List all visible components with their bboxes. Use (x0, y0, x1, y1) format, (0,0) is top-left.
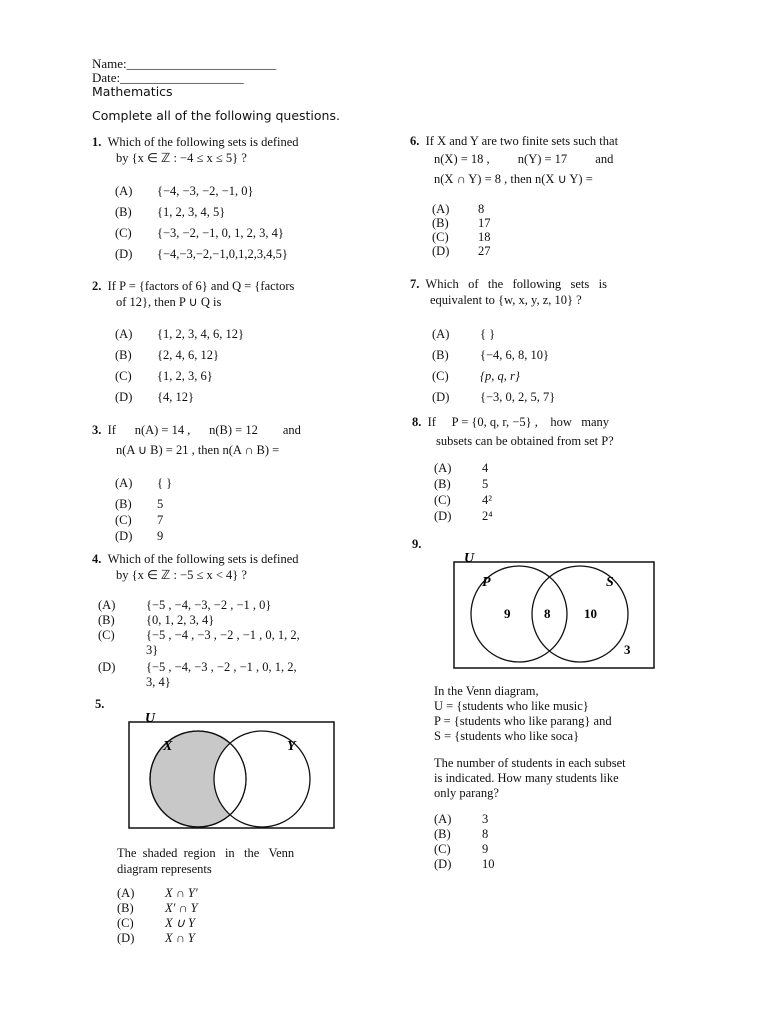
question-9 (434, 684, 674, 801)
venn-diagram-q9 (448, 548, 660, 672)
option-label: (B) (115, 497, 132, 511)
options-q3 (115, 476, 172, 544)
question-4 (92, 551, 382, 583)
option-row[interactable] (98, 598, 300, 613)
question-text: is indicated. How many students like (434, 771, 619, 785)
options-q9 (434, 812, 495, 872)
question-number: 5. (95, 697, 105, 711)
options-q7 (432, 327, 555, 405)
question-number: 7. (410, 277, 420, 291)
option-row[interactable] (115, 529, 172, 544)
option-text: {−4,−3,−2,−1,0,1,2,3,4,5} (157, 247, 288, 261)
option-row[interactable] (115, 184, 288, 199)
option-text: X ∪ Y (165, 916, 195, 930)
option-label: (D) (432, 244, 450, 258)
option-row[interactable] (115, 497, 172, 512)
option-label: (B) (434, 827, 451, 841)
options-q4 (98, 598, 300, 690)
option-label: (B) (115, 205, 132, 219)
option-text: 4 (482, 461, 489, 475)
option-label: (A) (432, 327, 450, 341)
option-label: (C) (115, 513, 132, 527)
question-number: 9. (412, 537, 422, 551)
option-text: {−4, 6, 8, 10} (480, 348, 550, 362)
option-row[interactable] (434, 857, 495, 872)
option-text: {1, 2, 3, 4, 5} (157, 205, 226, 219)
question-number: 1. (92, 135, 102, 149)
option-row[interactable] (117, 901, 198, 916)
question-text: If P = {0, q, r, −5} , how many (427, 415, 609, 429)
option-row[interactable] (434, 477, 493, 492)
option-label: (A) (115, 184, 133, 198)
option-text: 3, 4} (146, 675, 171, 689)
option-row[interactable] (432, 369, 555, 384)
options-q6 (432, 202, 491, 258)
option-row[interactable] (115, 476, 172, 491)
question-text: If n(A) = 14 , n(B) = 12 and (107, 423, 301, 437)
options-q8 (434, 461, 493, 524)
option-text: 2⁴ (482, 509, 493, 523)
option-row[interactable] (434, 461, 493, 476)
option-row-continued (98, 643, 300, 658)
region-p-only: 9 (504, 606, 511, 621)
question-text: by {x ∈ ℤ : −4 ≤ x ≤ 5} ? (116, 151, 247, 165)
options-q1 (115, 184, 288, 262)
region-s-only: 10 (584, 606, 597, 621)
option-label: (C) (98, 628, 115, 642)
question-text: In the Venn diagram, (434, 684, 539, 698)
option-row[interactable] (432, 244, 491, 258)
option-row[interactable] (115, 348, 244, 363)
option-row[interactable] (98, 613, 300, 628)
option-label: (B) (434, 477, 451, 491)
question-number: 6. (410, 134, 420, 148)
option-label: (C) (434, 493, 451, 507)
option-row[interactable] (115, 513, 172, 528)
option-text: {−3, 0, 2, 5, 7} (480, 390, 556, 404)
option-label: (A) (434, 461, 452, 475)
option-label: (A) (117, 886, 135, 900)
option-text: X ∩ Y (165, 931, 195, 945)
option-text: { } (157, 476, 173, 490)
option-label: (C) (115, 226, 132, 240)
option-row[interactable] (115, 247, 288, 262)
option-text: {−3, −2, −1, 0, 1, 2, 3, 4} (157, 226, 284, 240)
option-row[interactable] (434, 493, 493, 508)
option-label: (C) (117, 916, 134, 930)
question-number: 4. (92, 552, 102, 566)
option-text: X ∩ Y′ (165, 886, 198, 900)
option-row[interactable] (434, 509, 493, 524)
option-text: {p, q, r} (480, 369, 520, 383)
options-q2 (115, 327, 244, 405)
option-row[interactable] (432, 202, 491, 216)
option-text: 9 (157, 529, 164, 543)
option-label: (A) (115, 327, 133, 341)
option-label: (A) (434, 812, 452, 826)
option-text: {2, 4, 6, 12} (157, 348, 219, 362)
date-line: Date:___________________ (92, 70, 244, 85)
option-row[interactable] (434, 812, 495, 827)
option-label: (B) (115, 348, 132, 362)
name-line: Name:_______________________ (92, 56, 277, 71)
question-text: diagram represents (117, 862, 212, 876)
option-label: (D) (98, 660, 116, 674)
question-text: The number of students in each subset (434, 756, 626, 770)
option-text: 4² (482, 493, 492, 507)
question-8 (412, 414, 667, 449)
option-text: X′ ∩ Y (165, 901, 198, 915)
option-row[interactable] (117, 931, 198, 946)
option-text: 17 (478, 216, 491, 230)
option-label: (D) (115, 529, 133, 543)
question-3 (92, 422, 382, 458)
question-5 (117, 845, 332, 877)
option-row[interactable] (432, 216, 491, 230)
question-number: 2. (92, 279, 102, 293)
option-text: 5 (482, 477, 489, 491)
instructions: Complete all of the following questions. (92, 108, 340, 123)
question-text: If P = {factors of 6} and Q = {factors (107, 279, 295, 293)
option-label: (C) (432, 369, 449, 383)
option-row[interactable] (432, 230, 491, 244)
option-row[interactable] (115, 226, 288, 241)
venn-diagram-q5 (125, 708, 340, 834)
question-1 (92, 134, 382, 166)
question-7 (410, 276, 665, 308)
option-row-continued (98, 675, 300, 690)
option-text: 8 (478, 202, 485, 216)
question-text: Which of the following sets is defined (107, 135, 299, 149)
option-row[interactable] (115, 205, 288, 220)
option-label: (D) (117, 931, 135, 945)
option-label: (C) (115, 369, 132, 383)
option-text: 8 (482, 827, 489, 841)
option-text: 3} (146, 643, 159, 657)
option-label: (A) (432, 202, 450, 216)
option-row[interactable] (432, 327, 555, 342)
question-text: n(X ∩ Y) = 8 , then n(X ∪ Y) = (434, 172, 593, 186)
option-row[interactable] (117, 886, 198, 901)
option-row[interactable] (115, 369, 244, 384)
region-outside: 3 (624, 642, 631, 657)
venn-label-s: S (606, 575, 614, 590)
option-text: {−5 , −4, −3, −2 , −1 , 0} (146, 598, 272, 612)
option-label: (D) (434, 857, 452, 871)
option-label: (A) (115, 476, 133, 490)
question-text: Which of the following sets is (425, 277, 607, 291)
question-2 (92, 278, 382, 310)
question-text: of 12}, then P ∪ Q is (116, 295, 222, 309)
option-row[interactable] (432, 390, 555, 405)
option-label: (A) (98, 598, 116, 612)
option-text: {−4, −3, −2, −1, 0} (157, 184, 254, 198)
option-label: (B) (432, 216, 449, 230)
option-text: 5 (157, 497, 164, 511)
subject-title: Mathematics (92, 84, 173, 99)
option-text: {−5 , −4 , −3 , −2 , −1 , 0, 1, 2, (146, 628, 300, 642)
options-q5 (117, 886, 198, 946)
option-label: (B) (117, 901, 134, 915)
option-row[interactable] (434, 827, 495, 842)
question-text: n(A ∪ B) = 21 , then n(A ∩ B) = (116, 443, 280, 457)
option-label: (D) (115, 247, 133, 261)
question-text: only parang? (434, 786, 499, 800)
option-row[interactable] (115, 327, 244, 342)
question-text: U = {students who like music} (434, 699, 589, 713)
venn-label-u: U (145, 711, 156, 726)
question-text: P = {students who like parang} and (434, 714, 612, 728)
option-label: (D) (432, 390, 450, 404)
venn-label-y: Y (287, 739, 296, 754)
question-text: n(X) = 18 , n(Y) = 17 and (434, 152, 614, 166)
question-text: equivalent to {w, x, y, z, 10} ? (430, 293, 582, 307)
option-row[interactable] (98, 628, 300, 643)
region-intersection: 8 (544, 606, 551, 621)
option-text: {1, 2, 3, 6} (157, 369, 213, 383)
option-label: (D) (434, 509, 452, 523)
option-text: {1, 2, 3, 4, 6, 12} (157, 327, 244, 341)
option-row[interactable] (432, 348, 555, 363)
question-text: subsets can be obtained from set P? (436, 434, 614, 448)
option-text: 27 (478, 244, 491, 258)
option-row[interactable] (117, 916, 198, 931)
option-text: 3 (482, 812, 489, 826)
option-label: (D) (115, 390, 133, 404)
venn-label-x: X (163, 739, 173, 754)
option-text: 10 (482, 857, 495, 871)
option-row[interactable] (115, 390, 244, 405)
venn-label-u: U (464, 551, 475, 566)
question-number: 3. (92, 423, 102, 437)
option-label: (C) (432, 230, 449, 244)
option-text: 7 (157, 513, 164, 527)
option-label: (B) (432, 348, 449, 362)
option-text: { } (480, 327, 496, 341)
option-text: {−5 , −4, −3 , −2 , −1 , 0, 1, 2, (146, 660, 297, 674)
option-row[interactable] (98, 660, 300, 675)
option-label: (C) (434, 842, 451, 856)
option-text: 18 (478, 230, 491, 244)
option-text: {0, 1, 2, 3, 4} (146, 613, 215, 627)
question-text: by {x ∈ ℤ : −5 ≤ x < 4} ? (116, 568, 247, 582)
spacer (434, 744, 674, 756)
option-text: 9 (482, 842, 489, 856)
option-row[interactable] (434, 842, 495, 857)
question-text: If X and Y are two finite sets such that (425, 134, 619, 148)
option-text: {4, 12} (157, 390, 194, 404)
question-text: The shaded region in the Venn (117, 846, 295, 860)
question-6 (410, 133, 665, 187)
option-label: (B) (98, 613, 115, 627)
question-text: Which of the following sets is defined (107, 552, 299, 566)
question-text: S = {students who like soca} (434, 729, 580, 743)
question-number: 8. (412, 415, 422, 429)
venn-label-p: P (482, 575, 491, 590)
